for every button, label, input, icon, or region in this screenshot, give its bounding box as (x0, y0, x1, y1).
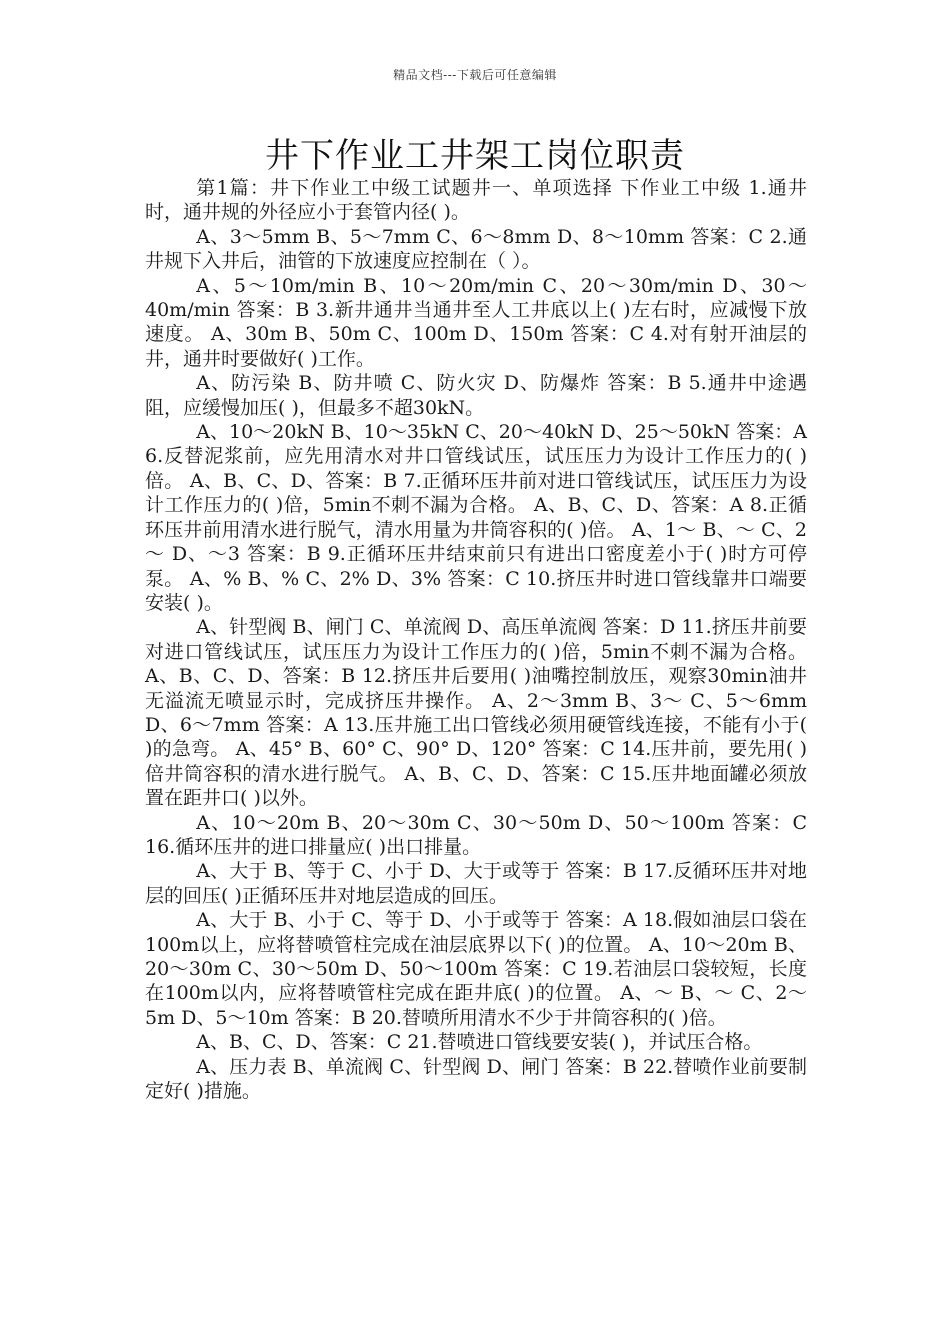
paragraph: A、10～20kN B、10～35kN C、20～40kN D、25～50kN 答案：A 6.反替泥浆前，应先用清水对井口管线试压，试压压力为设计工作压力的( )倍。 A、B、C、D、答案：B 7.正循环压井前对进口管线试压，试压压力为设计工作压力的( )倍，5min不刺不漏为合格。 A、B、C、D、答案：A 8.正循环压井前用清水进行脱气，清水用量为井筒容积的( )倍。 A、1～ B、～ C、2～ D、～3 答案：B 9.正循环压井结束前只有进出口密度差小于( )时方可停泵。 A、% B、% C、2% D、3% 答案：C 10.挤压井时进口管线靠井口端要安装( )。 (145, 421, 807, 614)
paragraph: 第1篇：井下作业工中级工试题井一、单项选择 下作业工中级 1.通井时，通井规的外径应小于套管内径( )。 (145, 177, 807, 224)
page-header: 精品文档---下载后可任意编辑 (393, 68, 557, 82)
paragraph: A、10～20m B、20～30m C、30～50m D、50～100m 答案：C 16.循环压井的进口排量应( )出口排量。 (145, 811, 807, 858)
document-title: 井下作业工井架工岗位职责 (265, 136, 685, 176)
document-body (145, 176, 807, 1103)
paragraph: A、压力表 B、单流阀 C、针型阀 D、闸门 答案：B 22.替喷作业前要制定好( )措施。 (145, 1055, 807, 1103)
paragraph: A、5～10m/min B、10～20m/min C、20～30m/min D、30～40m/min 答案：B 3.新井通井当通井至人工井底以上( )左右时，应减慢下放速度。 A、30m B、50m C、100m D、150m 答案：C 4.对有射开油层的井，通井时要做好( )工作。 (145, 274, 807, 370)
paragraph: A、针型阀 B、闸门 C、单流阀 D、高压单流阀 答案：D 11.挤压井前要对进口管线试压，试压压力为设计工作压力的( )倍，5min不刺不漏为合格。 A、B、C、D、答案：B 12.挤压井后要用( )油嘴控制放压，观察30min油井无溢流无喷显示时，完成挤压井操作。 A、2～3mm B、3～ C、5～6mm D、6～7mm 答案：A 13.压井施工出口管线必须用硬管线连接，不能有小于( )的急弯。 A、45° B、60° C、90° D、120° 答案：C 14.压井前，要先用( )倍井筒容积的清水进行脱气。 A、B、C、D、答案：C 15.压井地面罐必须放置在距井口( )以外。 (145, 616, 807, 810)
paragraph: A、大于 B、等于 C、小于 D、大于或等于 答案：B 17.反循环压井对地层的回压( )正循环压井对地层造成的回压。 (145, 860, 807, 907)
paragraph: A、大于 B、小于 C、等于 D、小于或等于 答案：A 18.假如油层口袋在100m以上，应将替喷管柱完成在油层底界以下( )的位置。 A、10～20m B、20～30m C、30～50m D、50～100m 答案：C 19.若油层口袋较短，长度在100m以内，应将替喷管柱完成在距井底( )的位置。 A、～ B、～ C、2～5m D、5～10m 答案：B 20.替喷所用清水不少于井筒容积的( )倍。 (145, 909, 807, 1029)
paragraph: A、B、C、D、答案：C 21.替喷进口管线要安装( )，并试压合格。 (196, 1031, 763, 1054)
paragraph: A、3～5mm B、5～7mm C、6～8mm D、8～10mm 答案：C 2.通井规下入井后，油管的下放速度应控制在（ ）。 (145, 225, 807, 273)
paragraph: A、防污染 B、防井喷 C、防火灾 D、防爆炸 答案：B 5.通井中途遇阻，应缓慢加压( )，但最多不超30kN。 (145, 372, 807, 419)
